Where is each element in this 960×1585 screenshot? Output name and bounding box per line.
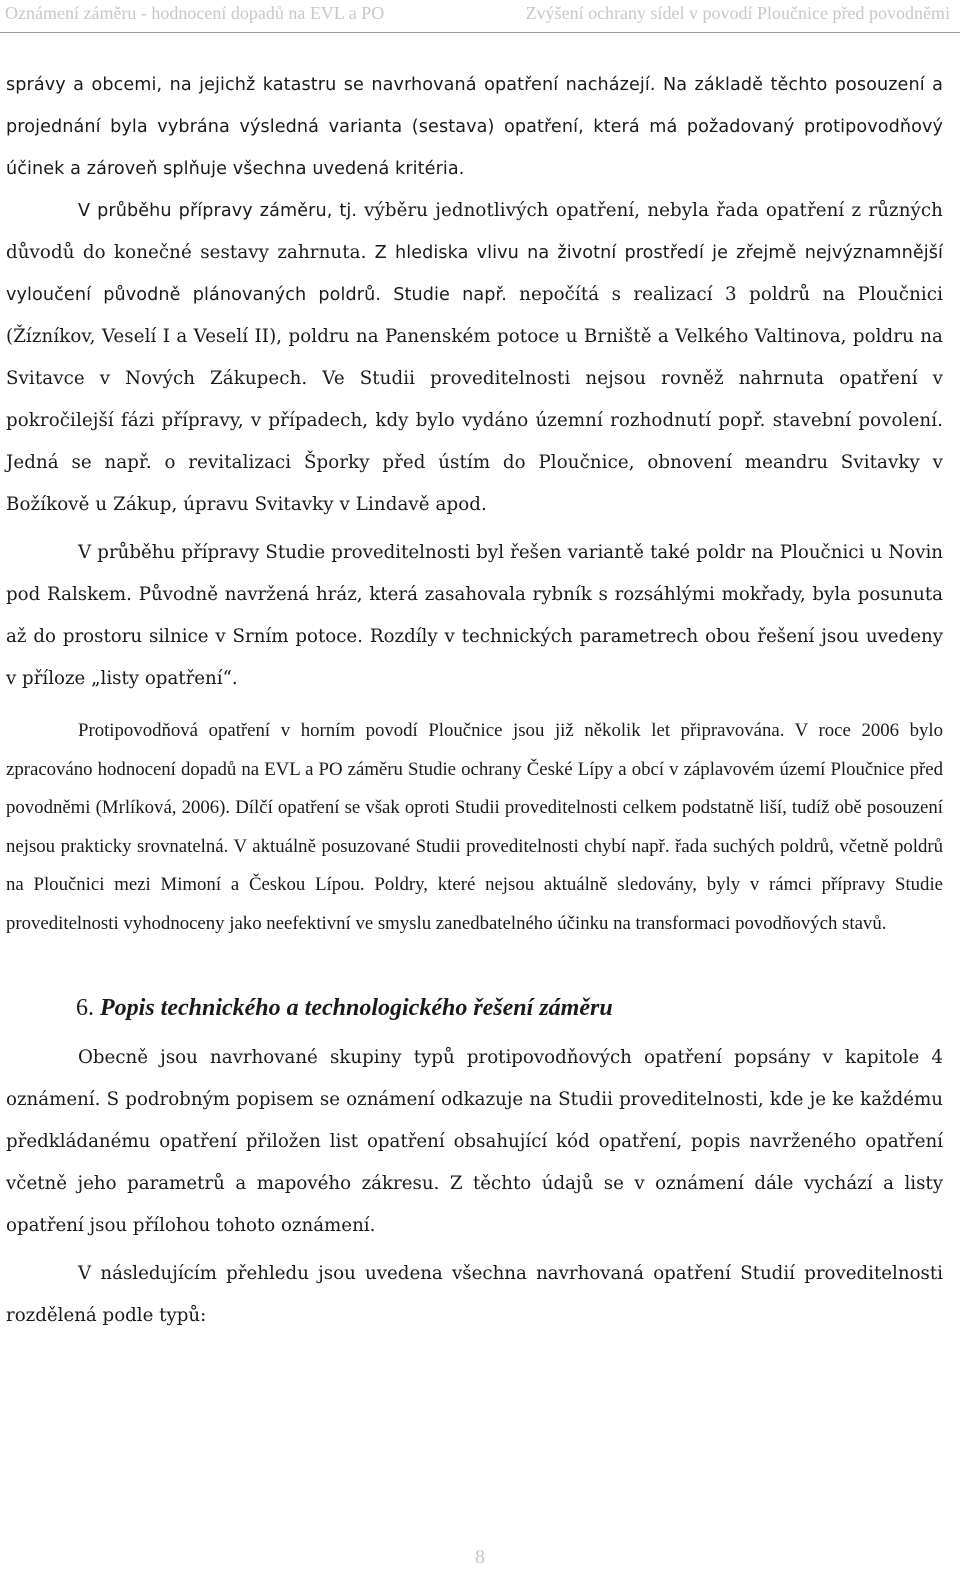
paragraph-excluded-measures [6,190,943,526]
page-body [6,64,943,1337]
paragraph-excluded-measures-part-1: V průběhu přípravy záměru, tj. [78,201,358,221]
section-number: 6. [76,995,94,1021]
paragraph-excluded-measures-part-4: nepočítá s realizací 3 poldrů na Ploučnici (Žízníkov, Veselí I a Veselí II), poldru na Panenském potoce u Brniště a Velkého Valtinova, poldru na Svitavce v Nových Zákupech. Ve Studii proveditelnosti nejsou rovněž nahrnuta opatření v pokročilejší fázi přípravy, v případech, kdy bylo vydáno územní rozhodnutí popř. stavební povolení. Jedná se např. o revitalizaci Šporky před ústím do Ploučnice, obnovení meandru Svitavky v Božíkově u Zákup, úpravu Svitavky v Lindavě apod. [6,284,943,515]
paragraph-novina-polder-part-2: Původně navržená hráz, která zasahovala rybník s rozsáhlými mokřady, byla posunuta až do prostoru silnice v Srním potoce. [6,584,943,647]
paragraph-previous-assessment: Protipovodňová opatření v horním povodí Ploučnice jsou již několik let připravována. V roce 2006 bylo zpracováno hodnocení dopadů na EVL a PO záměru Studie ochrany České Lípy a obcí v záplavovém území Ploučnice před povodněmi (Mrlíková, 2006). Dílčí opatření se však oproti Studii proveditelnosti celkem podstatně liší, tudíž obě posouzení nejsou prakticky srovnatelná. V aktuálně posuzované Studii proveditelnosti chybí např. řada suchých poldrů, včetně poldrů na Ploučnici mezi Mimoní a Českou Lípou. Poldry, které nejsou aktuálně sledovány, byly v rámci přípravy Studie proveditelnosti vyhodnoceny jako neefektivní ve smyslu zanedbatelného účinku na transformaci povodňových stavů. [6,720,943,934]
header-document-title: Oznámení záměru - hodnocení dopadů na EVL a PO [5,3,385,23]
paragraph-novina-polder-part-1: V průběhu přípravy Studie proveditelnosti byl řešen variantě také poldr na Ploučnici u Novin pod Ralskem. [6,542,943,605]
paragraph-excluded-measures-part-2: výběru jednotlivých opatření, nebyla řada opatření z různých důvodů do konečné sestavy zahrnuta. [6,200,943,263]
page-header [0,0,960,33]
paragraph-selection-result: správy a obcemi, na jejichž katastru se navrhovaná opatření nacházejí. Na základě těchto posouzení a projednání byla vybrána výsledná varianta (sestava) opatření, která má požadovaný protipovodňový účinek a zároveň splňuje všechna uvedená kritéria. [6,75,943,179]
paragraph-novina-polder [6,532,943,700]
section-title: Popis technického a technologického řešení záměru [100,995,613,1021]
section-heading [6,993,943,1023]
paragraph-overview-intro: V následujícím přehledu jsou uvedena všechna navrhovaná opatření Studií proveditelnosti rozdělená podle typů: [6,1263,943,1326]
header-project-title: Zvýšení ochrany sídel v povodí Ploučnice před povodněmi [525,3,950,23]
paragraph-technical-description: Obecně jsou navrhované skupiny typů protipovodňových opatření popsány v kapitole 4 oznámení. S podrobným popisem se oznámení odkazuje na Studii proveditelnosti, kde je ke každému předkládanému opatření přiložen list opatření obsahující kód opatření, popis navrženého opatření včetně jeho parametrů a mapového zákresu. Z těchto údajů se v oznámení dále vychází a listy opatření jsou přílohou tohoto oznámení. [6,1047,943,1236]
paragraph-novina-polder-part-3: Rozdíly v technických parametrech obou řešení jsou uvedeny v příloze „listy opatření“. [6,626,943,689]
page-number: 8 [475,1546,485,1568]
paragraph-excluded-measures-part-3: Z hlediska vlivu na životní prostředí je zřejmě nejvýznamnější vyloučení původně plánovaných poldrů. Studie např. [6,243,943,305]
